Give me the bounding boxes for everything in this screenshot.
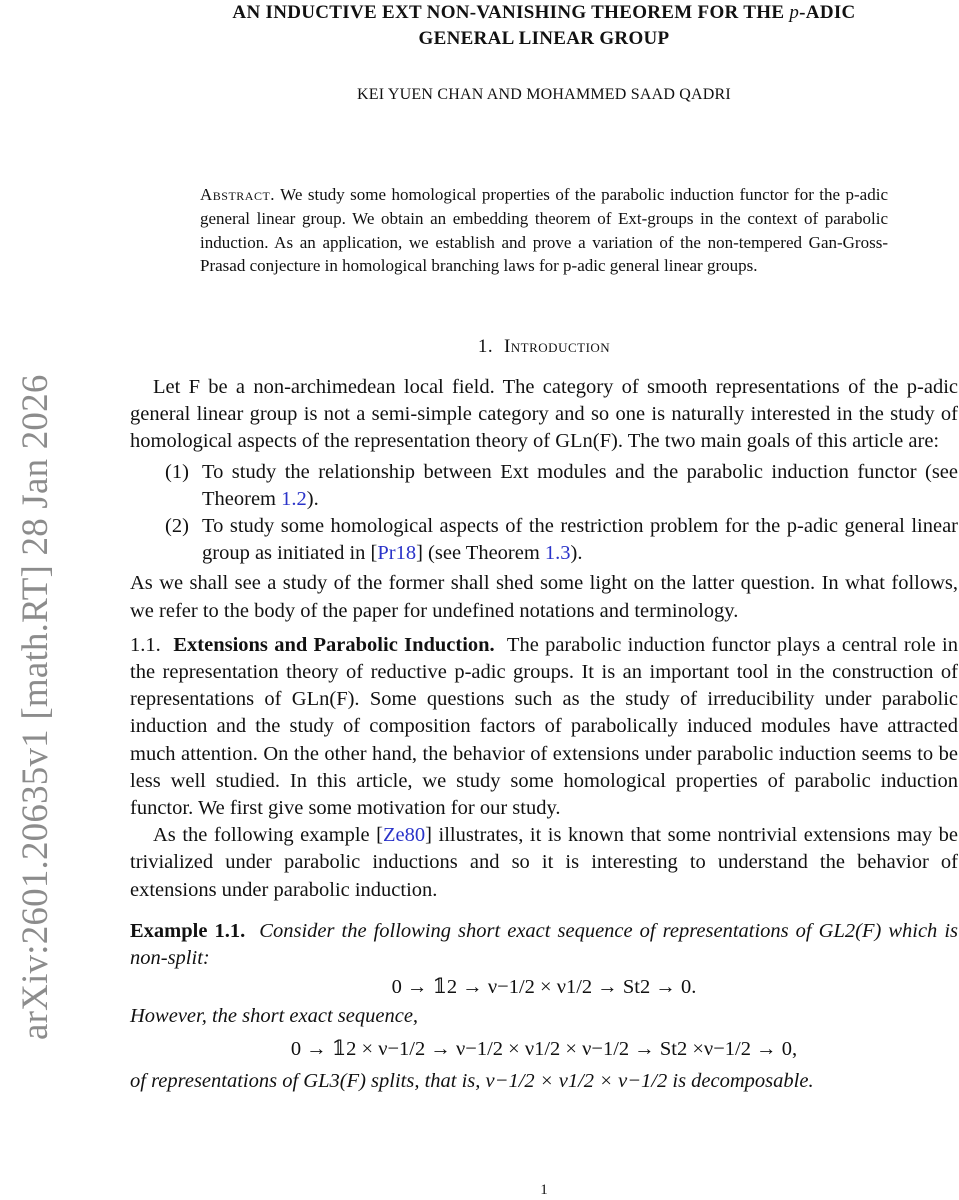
example-text-1: Consider the following short exact sequence of representations of GL2(F) which is non-split: (130, 919, 958, 970)
abstract (200, 183, 888, 278)
abstract-text: We study some homological properties of the parabolic induction functor for the p-adic general linear group. We obtain an embedding theorem of Ext-groups in the context of parabolic induction. As an application, we establish and prove a variation of the non-tempered Gan-Gross-Prasad conjecture in homological branching laws for p-adic general linear groups. (200, 185, 888, 276)
intro-paragraph-1: Let F be a non-archimedean local field. The category of smooth representations of the p-adic general linear group is not a semi-simple category and so one is naturally interested in the study of homological aspects of the representation theory of GLn(F). The two main goals of this article are: (130, 376, 958, 453)
goal-item-2: (2) To study some homological aspects of the restriction problem for the p-adic general linear group as initiated in [Pr18] (see Theorem 1.3). (165, 515, 958, 565)
display-equation-2: 0 → 𝟙2 × ν−1/2 → ν−1/2 × ν1/2 × ν−1/2 → St2 ×ν−1/2 → 0, (290, 1037, 798, 1060)
goal-item-1: (1) To study the relationship between Ext modules and the parabolic induction functor (see Theorem 1.2). (165, 460, 958, 510)
title-line-2: GENERAL LINEAR GROUP (418, 28, 670, 49)
example-text-2: However, the short exact sequence, (130, 1005, 419, 1028)
subsection-title: Extensions and Parabolic Induction. (173, 633, 495, 656)
body-text (130, 374, 958, 1095)
theorem-ref-link[interactable]: 1.3 (544, 542, 571, 565)
arxiv-identifier: arXiv:2601.20635v1 [math.RT] 28 Jan 2026 (15, 374, 56, 1040)
example-label: Example 1.1. (130, 919, 246, 942)
citation-link[interactable]: Pr18 (377, 542, 417, 565)
section-heading: 1. Introduction (477, 336, 611, 357)
theorem-ref-link[interactable]: 1.2 (281, 487, 307, 510)
author-list: KEI YUEN CHAN AND MOHAMMED SAAD QADRI (357, 86, 731, 103)
title-line-1: AN INDUCTIVE EXT NON-VANISHING THEOREM FOR THE p-ADIC (232, 2, 856, 23)
intro-paragraph-2: As we shall see a study of the former shall shed some light on the latter question. In what follows, we refer to the body of the paper for undefined notations and terminology. (130, 572, 958, 622)
subsection-number: 1.1. (130, 633, 161, 656)
example-block (130, 918, 958, 972)
subsection-paragraph-1: 1.1. Extensions and Parabolic Induction. The parabolic induction functor plays a central role in the representation theory of reductive p-adic groups. It is an important tool in the construction of representations of GLn(F). Some questions such as the study of irreducibility under parabolic induction and the study of composition factors of parabolically induced modules have attracted much attention. On the other hand, the behavior of extensions under parabolic induction seems to be less well studied. In this article, we study some homological properties of parabolic induction functor. We first give some motivation for our study. (130, 633, 959, 820)
citation-link[interactable]: Ze80 (383, 824, 426, 847)
page-number: 1 (540, 1182, 548, 1198)
example-text-3: of representations of GL3(F) splits, that is, ν−1/2 × ν1/2 × ν−1/2 is decomposable. (130, 1069, 814, 1092)
paper-title (130, 0, 958, 52)
abstract-label: Abstract. (200, 185, 276, 204)
display-equation-1: 0 → 𝟙2 → ν−1/2 × ν1/2 → St2 → 0. (391, 976, 697, 999)
goals-list (130, 459, 958, 568)
subsection-paragraph-2: As the following example [Ze80] illustrates, it is known that some nontrivial extensions may be trivialized under parabolic inductions and so it is interesting to understand the behavior of extensions under parabolic induction. (130, 824, 959, 901)
